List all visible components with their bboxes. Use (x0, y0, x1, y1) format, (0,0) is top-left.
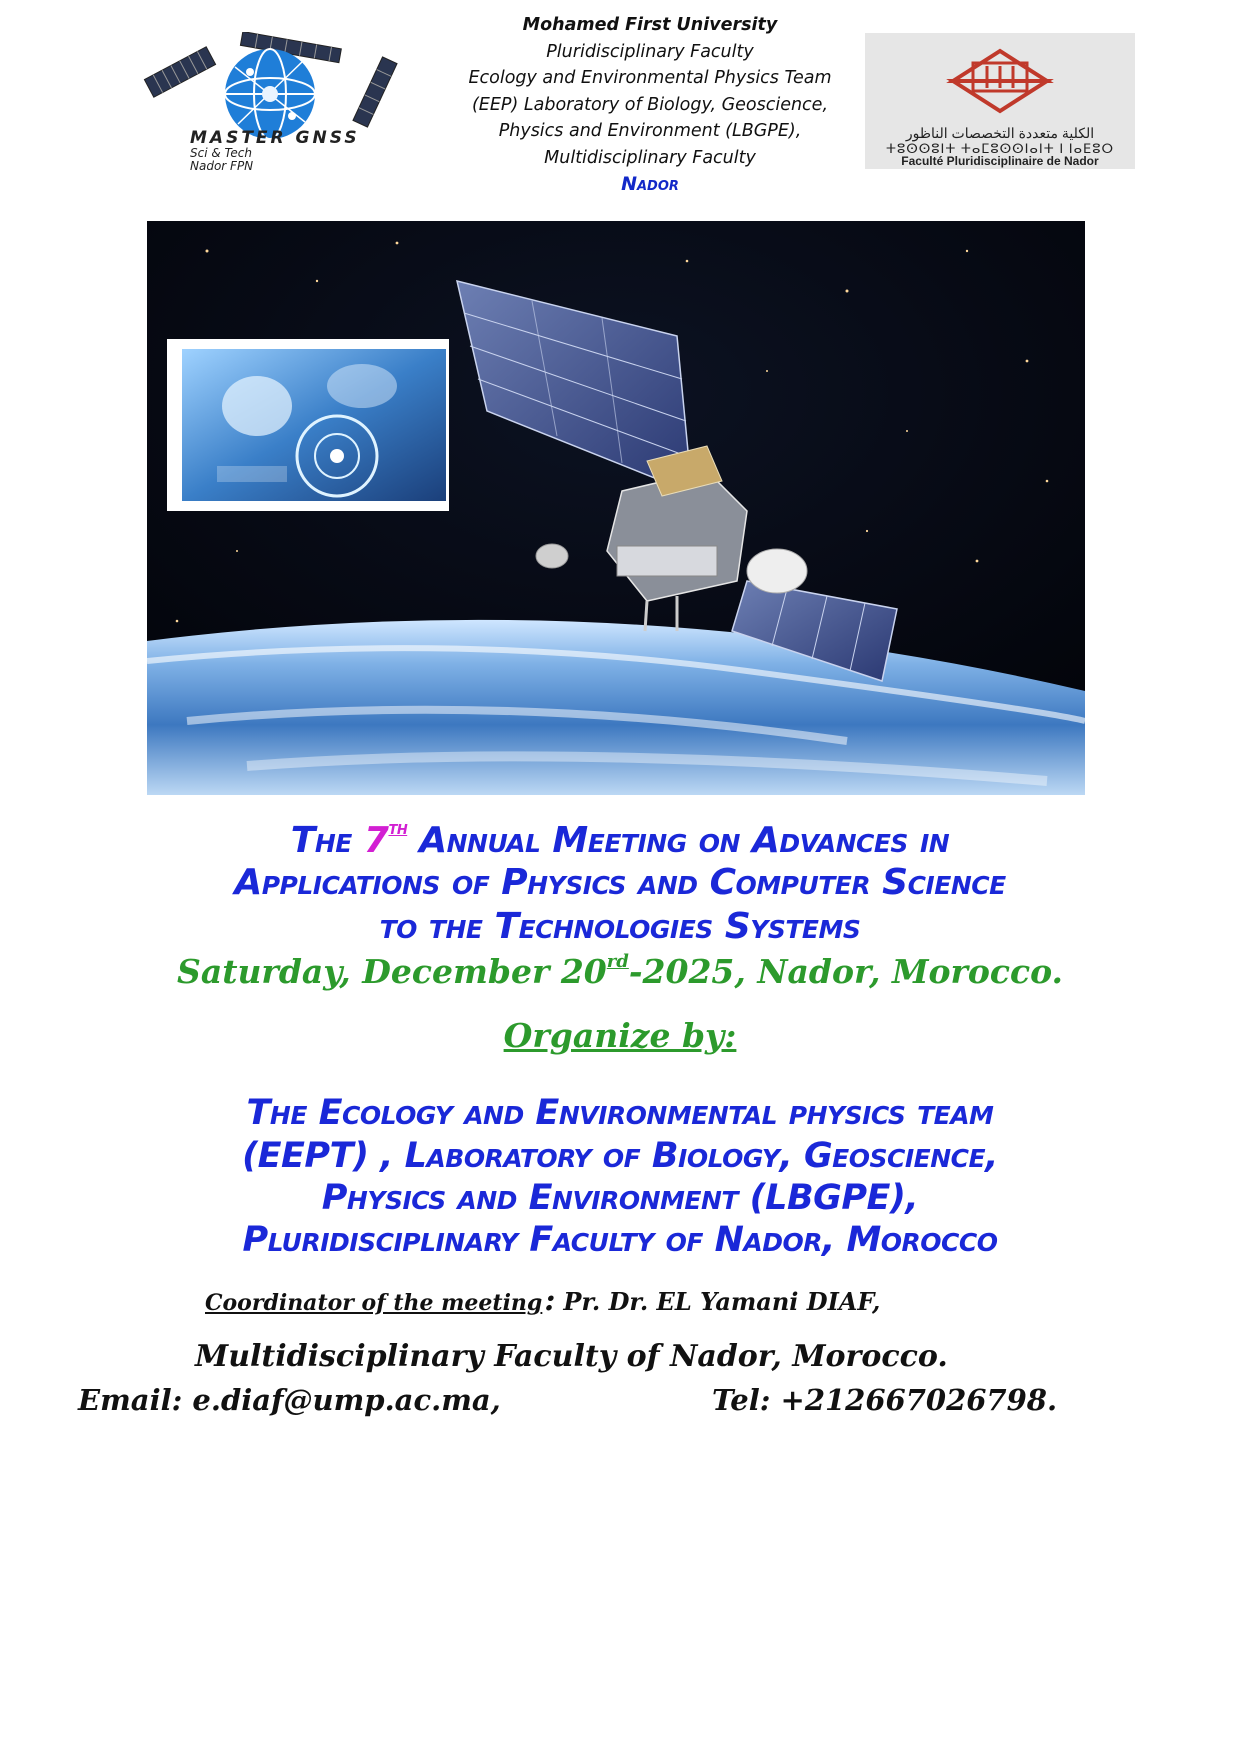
date-text: -2025, Nador, Morocco. (628, 952, 1063, 991)
organizer-line: Pluridisciplinary Faculty of Nador, Morocco (242, 1220, 998, 1260)
organize-label: Organize by: (503, 1016, 737, 1055)
faculty-logo-arabic: الكلية متعددة التخصصات الناظور (905, 125, 1095, 141)
faculty-logo (865, 33, 1135, 169)
meeting-title-line (40, 818, 1200, 861)
organize-heading (40, 1016, 1200, 1055)
organizer-line: The Ecology and Environmental physics team (246, 1093, 994, 1133)
satellite-globe-icon (140, 32, 440, 172)
edition-number: 7 (363, 820, 389, 861)
master-gnss-logo (140, 32, 440, 172)
master-logo-title: MASTER GNSS (190, 128, 360, 148)
organizer-line: Physics and Environment (LBGPE), (321, 1178, 919, 1218)
contact-email[interactable]: Email: e.diaf@ump.ac.ma, (78, 1383, 501, 1417)
satellite-hero-image (147, 221, 1085, 795)
title-text: Annual Meeting on Advances in (407, 820, 950, 861)
coordinator-name: Pr. Dr. EL Yamani DIAF, (563, 1287, 881, 1316)
meeting-date (40, 951, 1200, 991)
coordinator-faculty: Multidisciplinary Faculty of Nador, Morocco. (195, 1339, 948, 1374)
title-prefix: The (290, 820, 364, 861)
date-text: Saturday, December 20 (176, 952, 607, 991)
faculty-logo-tifinagh: ⵜⵓⵙⵙⵓⵏⵜ ⵜⴰⵎⵓⵙⵙⵏⴰⵏⵜ ⵏ ⵏⴰⴹⵓⵔ (885, 141, 1115, 156)
date-ordinal: rd (606, 951, 629, 972)
coordinator-label: Coordinator of the meeting (205, 1290, 543, 1316)
coordinator-colon: : (544, 1283, 556, 1318)
university-header (420, 12, 880, 198)
faculty-logo-french: Faculté Pluridisciplinaire de Nador (901, 154, 1099, 168)
university-line: Physics and Environment (LBGPE), (498, 121, 802, 141)
university-line: Pluridisciplinary Faculty (546, 41, 754, 62)
faculty-emblem-icon (865, 33, 1135, 123)
satellite-earth-illustration (147, 221, 1085, 795)
coordinator-line (205, 1283, 880, 1318)
master-logo-subtitle: Nador FPN (190, 159, 254, 173)
meeting-title-line: to the Technologies Systems (379, 906, 861, 947)
university-line: Multidisciplinary Faculty (544, 147, 756, 168)
master-logo-subtitle: Sci & Tech (190, 146, 252, 160)
university-line: Ecology and Environmental Physics Team (468, 68, 832, 88)
contact-phone[interactable]: Tel: +212667026798. (712, 1383, 1058, 1417)
city-label: Nador (621, 173, 679, 195)
edition-suffix: th (388, 818, 408, 839)
meeting-title-line: Applications of Physics and Computer Science (234, 862, 1006, 903)
university-line: (EEP) Laboratory of Biology, Geoscience, (471, 94, 829, 115)
organizer-line: (EEPT) , Laboratory of Biology, Geoscience, (242, 1136, 998, 1176)
university-line: Mohamed First University (522, 15, 778, 35)
